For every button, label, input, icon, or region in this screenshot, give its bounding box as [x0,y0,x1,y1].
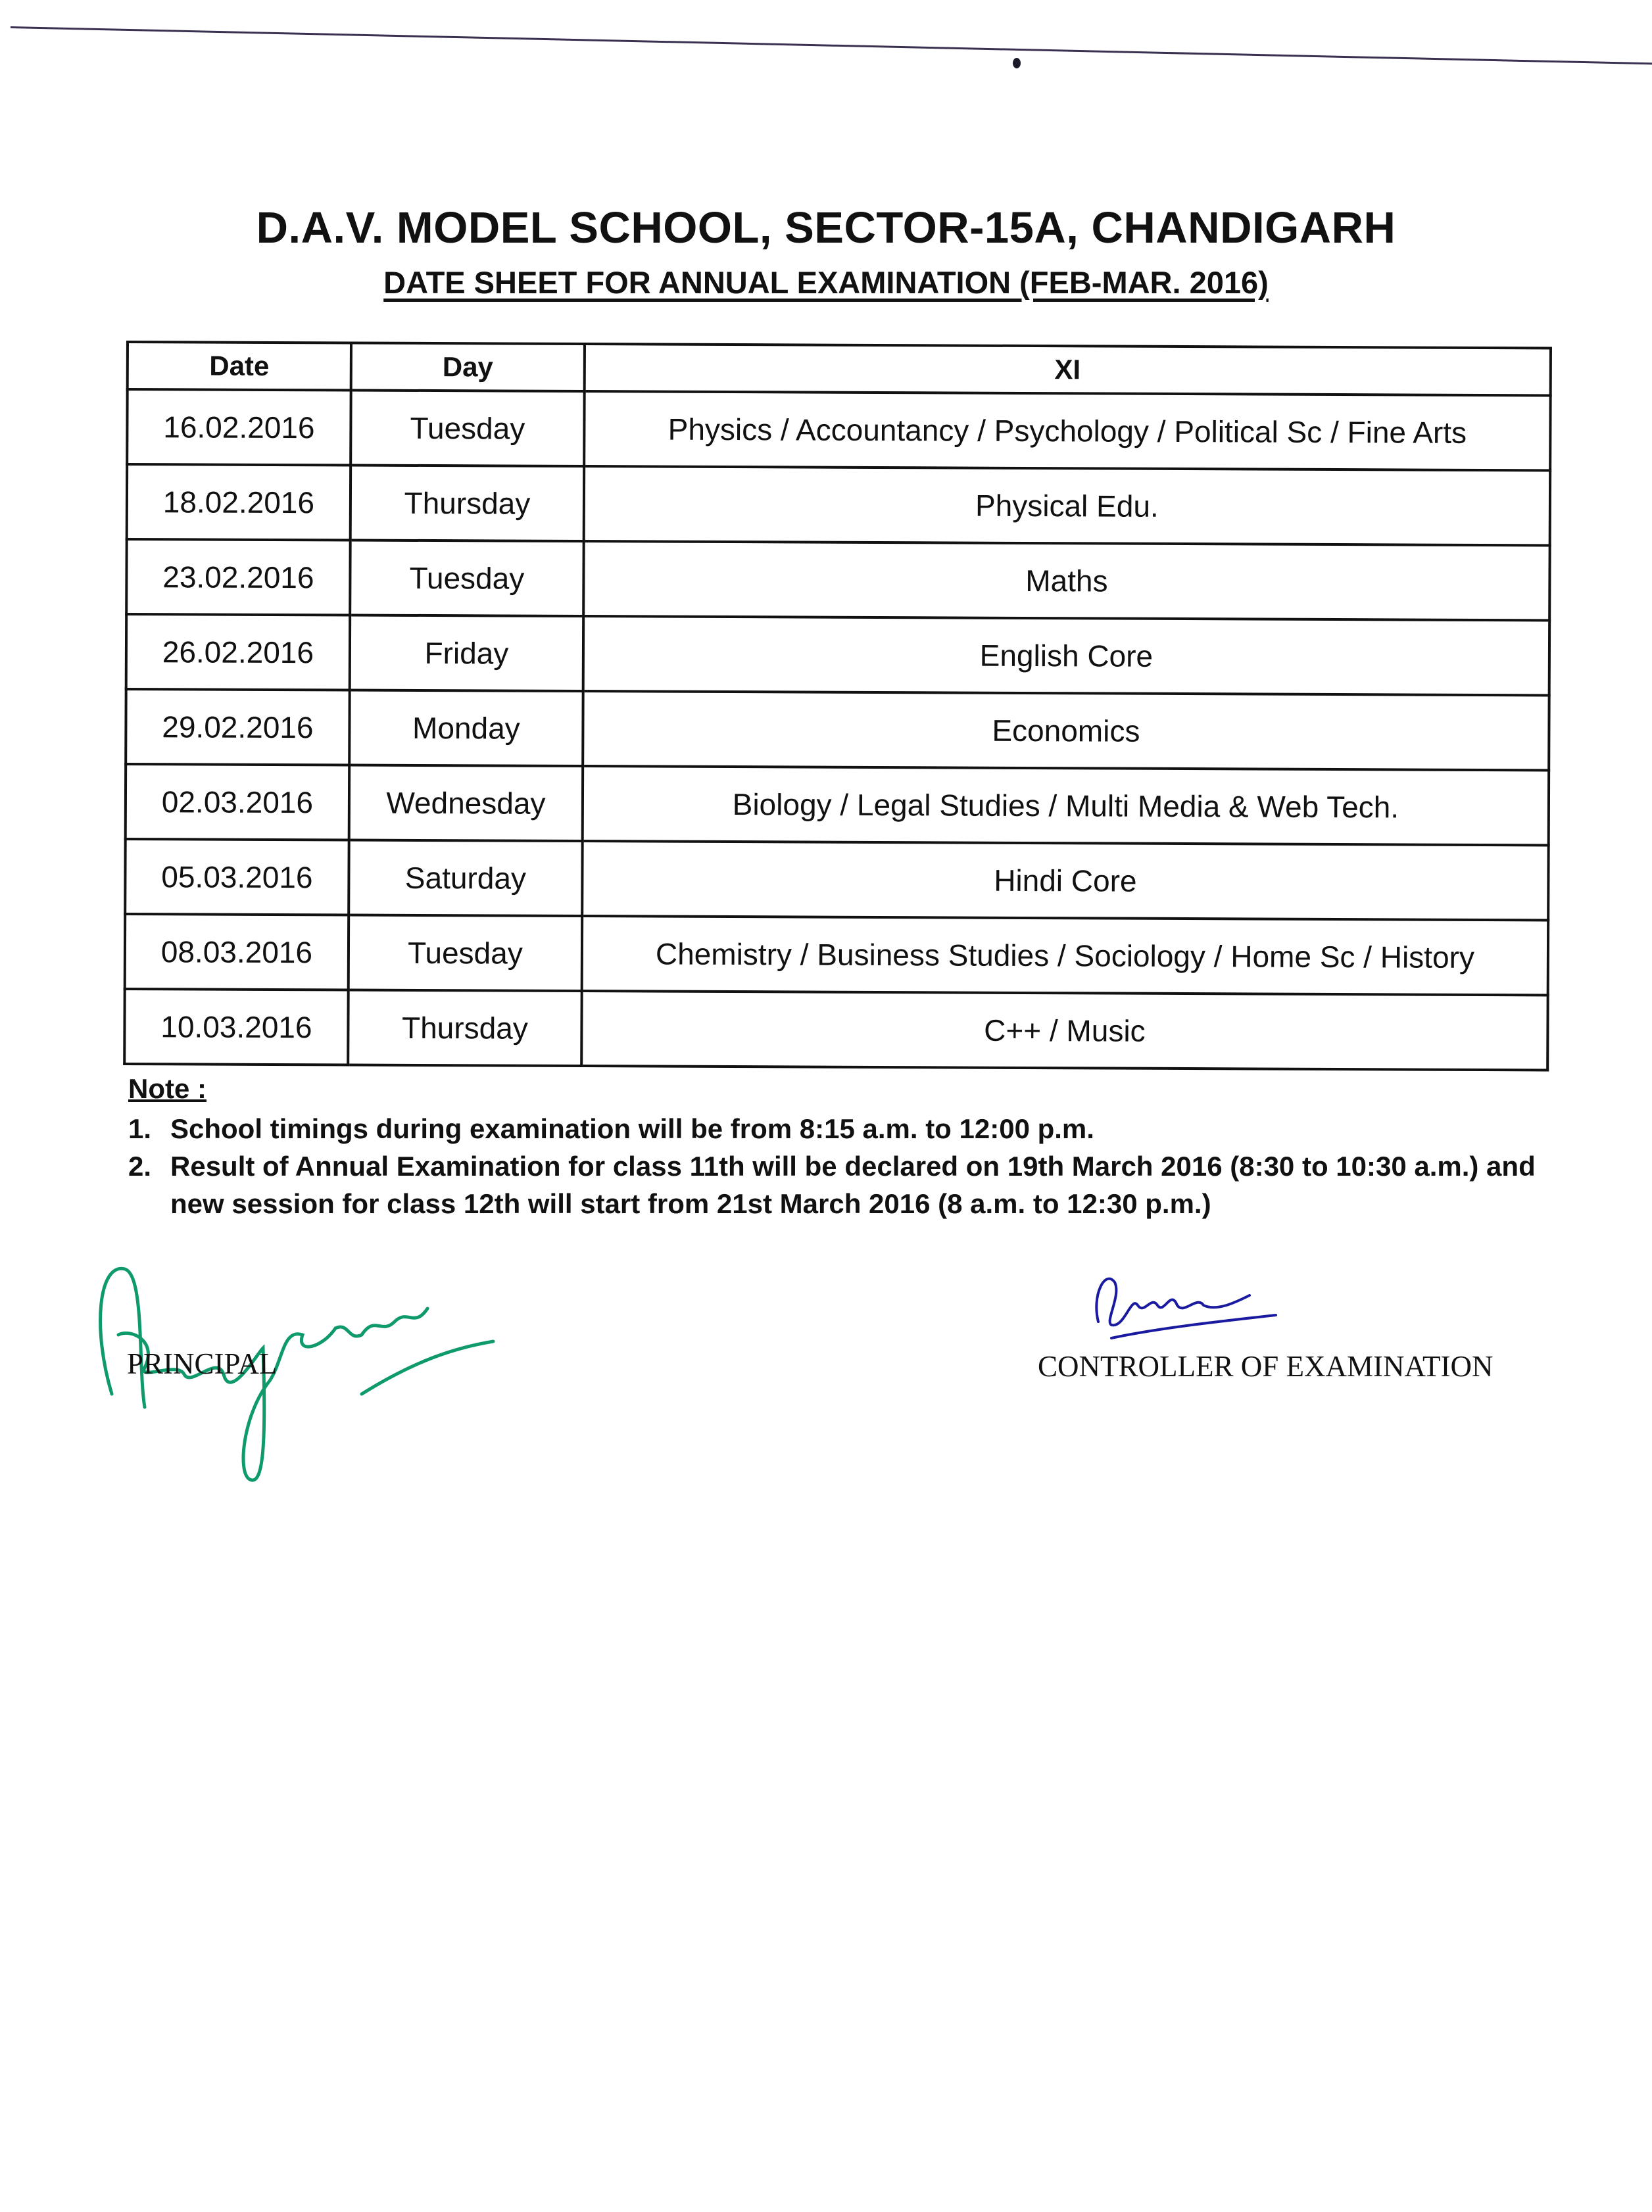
subject-cell: C++ / Music [581,991,1547,1070]
note-text: School timings during examination will be from 8:15 a.m. to 12:00 p.m. [170,1113,1094,1144]
note-number: 1. [128,1113,152,1144]
day-cell: Friday [350,615,583,691]
date-cell: 16.02.2016 [127,389,351,465]
day-cell: Thursday [351,465,584,541]
principal-label: PRINCIPAL [127,1347,278,1380]
day-cell: Monday [349,690,583,766]
note-number: 2. [128,1151,152,1182]
table-row [127,464,1550,545]
subject-cell: Hindi Core [582,841,1548,920]
subject-cell: Biology / Legal Studies / Multi Media & Web Tech. [583,766,1549,845]
table-row [126,614,1549,695]
table-row [126,764,1549,845]
subject-cell: Physical Edu. [584,466,1550,545]
date-cell: 10.03.2016 [124,989,348,1065]
school-name: D.A.V. MODEL SCHOOL, SECTOR-15A, CHANDIGARH [256,203,1396,252]
note-item [128,1147,1542,1222]
header-class: XI [585,344,1551,395]
date-cell: 08.03.2016 [125,914,349,990]
table-header-row [128,342,1551,395]
day-cell: Tuesday [349,915,582,991]
table-row [127,389,1550,470]
date-cell: 02.03.2016 [126,764,349,840]
table-row [125,839,1548,920]
document-title: DATE SHEET FOR ANNUAL EXAMINATION (FEB-MAR. 2016) [383,265,1269,300]
date-cell: 05.03.2016 [125,839,349,915]
date-cell: 29.02.2016 [126,689,349,765]
table-row [124,989,1547,1070]
subject-cell: Chemistry / Business Studies / Sociology / Home Sc / History [582,916,1548,995]
day-cell: Wednesday [349,765,583,841]
note-heading: Note : [128,1073,206,1104]
subject-cell: Economics [583,691,1549,770]
subject-cell: English Core [583,616,1549,695]
scan-edge-line [11,26,1652,64]
subject-cell: Maths [583,541,1549,620]
date-sheet-table [123,341,1552,1071]
table-row [126,539,1549,620]
subject-cell: Physics / Accountancy / Psychology / Political Sc / Fine Arts [584,391,1550,470]
day-cell: Tuesday [351,390,584,466]
date-cell: 23.02.2016 [126,539,350,615]
table-row [125,914,1548,995]
scan-speck [1013,58,1021,68]
note-item [128,1110,1542,1147]
day-cell: Thursday [348,990,581,1066]
date-cell: 18.02.2016 [127,464,351,540]
note-text: Result of Annual Examination for class 11th will be declared on 19th March 2016 (8:30 to 10:30 a.m.) and new session for class 12th will start from 21st March 2016 (8 a.m. to 12:30 p.m.) [170,1151,1536,1219]
day-cell: Tuesday [350,540,583,616]
controller-label: CONTROLLER OF EXAMINATION [1038,1350,1494,1383]
date-cell: 26.02.2016 [126,614,350,690]
notes-list [128,1110,1542,1222]
header-date: Date [128,342,351,390]
controller-signature [1085,1269,1302,1348]
header-day: Day [351,343,585,391]
day-cell: Saturday [349,840,582,916]
table-row [126,689,1549,770]
